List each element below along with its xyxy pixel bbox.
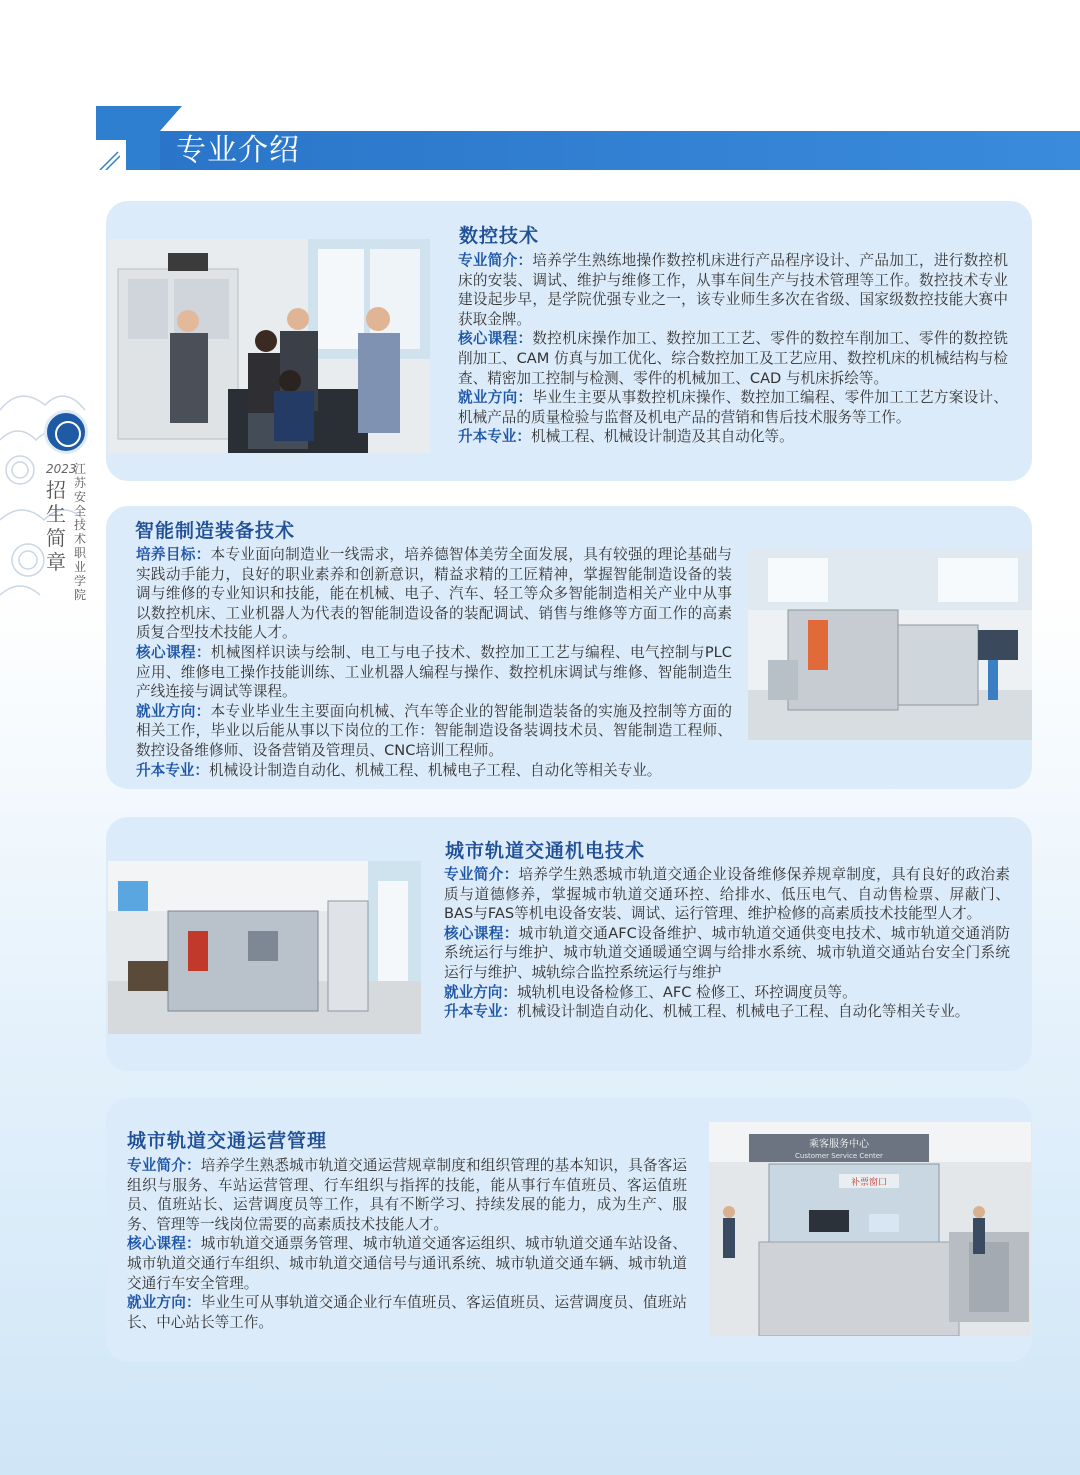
career-paragraph <box>458 388 1008 427</box>
page-title: 专业介绍 <box>176 133 300 168</box>
para-text: 培养学生熟悉城市轨道交通企业设备维修保养规章制度，具有良好的政治素质与道德修养，掌握城市轨道交通环控、给排水、低压电气、自动售检票、屏蔽门、BAS与FAS等机电设备安装、调试、运行管理、维护检修的高素质技术技能型人才。 <box>444 866 1010 923</box>
section-body <box>136 545 732 780</box>
smart-manufacturing-lab-photo <box>748 550 1032 740</box>
ticket-window-sign: 补票窗口 <box>850 1178 888 1188</box>
section-card-smart-manufacturing <box>106 506 1032 789</box>
para-label: 核心课程： <box>458 330 533 348</box>
upgrade-paragraph <box>444 1002 1010 1022</box>
para-text: 本专业毕业生主要面向机械、汽车等企业的智能制造装备的实施及控制等方面的相关工作，毕业以后能从事以下岗位的工作：智能制造设备装调技术员、智能制造工程师、数控设备维修师、设备营销及管理员、CNC培训工程师。 <box>136 702 732 759</box>
para-text: 城市轨道交通AFC设备维护、城市轨道交通供变电技术、城市轨道交通消防系统运行与维护、城市轨道交通暖通空调与给排水系统、城市轨道交通站台安全门系统运行与维护、城轨综合监控系统运行与维护 <box>444 924 1010 981</box>
section-title: 城市轨道交通运营管理 <box>127 1130 328 1152</box>
para-label: 升本专业： <box>444 1003 517 1021</box>
section-body <box>127 1156 687 1332</box>
brochure-title: 招生简章 <box>46 478 66 574</box>
section-card-rail-operations <box>106 1098 1032 1362</box>
career-paragraph <box>444 983 1010 1003</box>
para-label: 升本专业： <box>136 761 209 779</box>
career-paragraph <box>136 702 732 761</box>
school-logo <box>44 410 88 454</box>
para-label: 就业方向： <box>136 702 211 720</box>
rail-equipment-lab-photo <box>108 861 421 1034</box>
para-label: 核心课程： <box>444 924 519 942</box>
intro-paragraph <box>458 251 1008 329</box>
career-paragraph <box>127 1293 687 1332</box>
para-text: 毕业生可从事轨道交通企业行车值班员、客运值班员、运营调度员、值班站长、中心站长等工作。 <box>127 1294 687 1331</box>
section-title: 数控技术 <box>459 225 540 247</box>
para-label: 核心课程： <box>136 643 211 661</box>
para-text: 机械工程、机械设计制造及其自动化等。 <box>530 428 794 446</box>
para-text: 机械设计制造自动化、机械工程、机械电子工程、自动化等相关专业。 <box>516 1003 970 1021</box>
para-label: 就业方向： <box>444 983 517 1001</box>
section-title: 智能制造装备技术 <box>135 520 296 542</box>
para-label: 升本专业： <box>458 428 531 446</box>
para-label: 专业简介： <box>458 252 533 269</box>
para-text: 数控机床操作加工、数控加工工艺、零件的数控车削加工、零件的数控铣削加工、CAM 仿真与加工优化、综合数控加工及工艺应用、数控机床的机械结构与检查、精密加工控制与检测、零件的机械加工、CAD 与机床拆绘等。 <box>458 330 1008 387</box>
courses-paragraph <box>136 643 732 702</box>
section-body <box>458 251 1008 447</box>
school-name: 江苏安全技术职业学院 <box>74 462 87 602</box>
para-text: 机械设计制造自动化、机械工程、机械电子工程、自动化等相关专业。 <box>208 761 662 779</box>
upgrade-paragraph <box>136 761 732 781</box>
para-label: 培养目标： <box>136 546 211 563</box>
courses-paragraph <box>127 1234 687 1293</box>
intro-paragraph <box>444 865 1010 924</box>
para-label: 就业方向： <box>127 1294 201 1312</box>
header-decor-lines <box>98 150 120 170</box>
para-text: 培养学生熟悉城市轨道交通运营规章制度和组织管理的基本知识，具备客运组织与服务、车站运营管理、行车组织与指挥的技能，能从事行车值班员、客运值班员、值班站长、运营调度员等工作，具有不断学习、持续发展的能力，成为生产、服务、管理等一线岗位需要的高素质技术技能人才。 <box>127 1157 687 1233</box>
para-label: 专业简介： <box>127 1157 201 1174</box>
intro-paragraph <box>127 1156 687 1234</box>
para-text: 城轨机电设备检修工、AFC 检修工、环控调度员等。 <box>516 983 857 1001</box>
courses-paragraph <box>444 924 1010 983</box>
para-text: 机械图样识读与绘制、电工与电子技术、数控加工工艺与编程、电气控制与PLC应用、维修电工操作技能训练、工业机器人编程与操作、数控机床调试与维修、智能制造生产线连接与调试等课程。 <box>136 643 732 701</box>
customer-service-center-photo <box>709 1122 1031 1336</box>
section-card-rail-mechatronics <box>106 817 1032 1071</box>
upgrade-paragraph <box>458 427 1008 447</box>
para-text: 毕业生主要从事数控机床操作、数控加工编程、零件加工工艺方案设计、机械产品的质量检验与监督及机电产品的营销和售后技术服务等工作。 <box>458 389 1008 426</box>
service-center-sign: 乘客服务中心 <box>809 1139 869 1150</box>
para-text: 城市轨道交通票务管理、城市轨道交通客运组织、城市轨道交通车站设备、城市轨道交通行车组织、城市轨道交通信号与通讯系统、城市轨道交通车辆、城市轨道交通行车安全管理。 <box>127 1235 687 1292</box>
brochure-year: 2023 <box>46 462 77 476</box>
para-label: 核心课程： <box>127 1235 201 1253</box>
para-text: 本专业面向制造业一线需求，培养德智体美劳全面发展，具有较强的理论基础与实践动手能力，良好的职业素养和创新意识，精益求精的工匠精神，掌握智能制造设备的装调与维修的专业知识和技能，能在机械、电子、汽车、轻工等众多智能制造相关产业中从事以数控机床、工业机器人为代表的智能制造设备的装配调试、销售与维修等方面工作的高素质复合型技术技能人才。 <box>136 546 732 642</box>
courses-paragraph <box>458 329 1008 388</box>
cnc-lab-photo <box>108 239 430 453</box>
goal-paragraph <box>136 545 732 643</box>
para-label: 就业方向： <box>458 389 533 407</box>
section-card-cnc <box>106 201 1032 481</box>
service-center-sign-en: Customer Service Center <box>795 1152 883 1160</box>
para-label: 专业简介： <box>444 866 519 883</box>
para-text: 培养学生熟练地操作数控机床进行产品程序设计、产品加工，进行数控机床的安装、调试、维护与维修工作，从事车间生产与技术管理等工作。数控技术专业建设起步早，是学院优强专业之一，该专业师生多次在省级、国家级数控技能大赛中获取金牌。 <box>458 252 1008 328</box>
section-title: 城市轨道交通机电技术 <box>445 840 646 862</box>
section-body <box>444 865 1010 1022</box>
